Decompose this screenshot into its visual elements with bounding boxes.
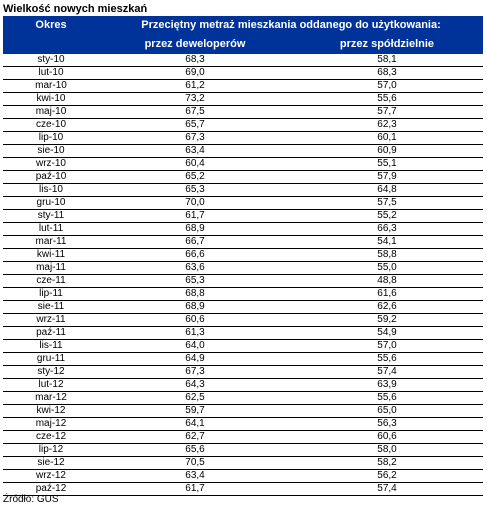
cell-cooperatives: 57,4 (291, 483, 483, 496)
table-row (3, 54, 483, 67)
cell-period: lis-10 (3, 184, 99, 197)
cell-period: gru-11 (3, 353, 99, 366)
cell-developers: 64,1 (99, 418, 291, 431)
cell-period: wrz-12 (3, 470, 99, 483)
cell-cooperatives: 56,2 (291, 470, 483, 483)
table-row (3, 444, 483, 457)
cell-cooperatives: 65,0 (291, 405, 483, 418)
cell-developers: 59,7 (99, 405, 291, 418)
cell-developers: 64,9 (99, 353, 291, 366)
cell-period: gru-10 (3, 197, 99, 210)
table-row (3, 340, 483, 353)
cell-period: lut-11 (3, 223, 99, 236)
cell-period: paź-12 (3, 483, 99, 496)
cell-cooperatives: 57,0 (291, 80, 483, 93)
cell-period: cze-11 (3, 275, 99, 288)
cell-developers: 63,4 (99, 470, 291, 483)
cell-period: kwi-10 (3, 93, 99, 106)
table-row (3, 405, 483, 418)
cell-developers: 60,6 (99, 314, 291, 327)
cell-period: cze-10 (3, 119, 99, 132)
cell-cooperatives: 68,3 (291, 67, 483, 80)
cell-cooperatives: 63,9 (291, 379, 483, 392)
cell-developers: 62,5 (99, 392, 291, 405)
table-row (3, 392, 483, 405)
cell-period: mar-12 (3, 392, 99, 405)
table-row (3, 67, 483, 80)
cell-cooperatives: 60,9 (291, 145, 483, 158)
cell-period: lut-12 (3, 379, 99, 392)
table-row (3, 301, 483, 314)
cell-period: lut-10 (3, 67, 99, 80)
table-row (3, 418, 483, 431)
column-header-developers: przez deweloperów (99, 35, 291, 54)
cell-cooperatives: 58,8 (291, 249, 483, 262)
cell-cooperatives: 60,1 (291, 132, 483, 145)
cell-cooperatives: 48,8 (291, 275, 483, 288)
table-row (3, 119, 483, 132)
cell-period: kwi-12 (3, 405, 99, 418)
cell-cooperatives: 57,5 (291, 197, 483, 210)
cell-developers: 68,9 (99, 301, 291, 314)
cell-developers: 63,6 (99, 262, 291, 275)
cell-period: lip-12 (3, 444, 99, 457)
table-row (3, 80, 483, 93)
cell-period: wrz-11 (3, 314, 99, 327)
cell-cooperatives: 54,1 (291, 236, 483, 249)
cell-developers: 67,5 (99, 106, 291, 119)
cell-cooperatives: 64,8 (291, 184, 483, 197)
cell-developers: 60,4 (99, 158, 291, 171)
cell-period: sty-12 (3, 366, 99, 379)
table-row (3, 249, 483, 262)
cell-developers: 65,2 (99, 171, 291, 184)
cell-cooperatives: 55,1 (291, 158, 483, 171)
cell-developers: 70,5 (99, 457, 291, 470)
cell-cooperatives: 55,6 (291, 353, 483, 366)
cell-developers: 65,3 (99, 184, 291, 197)
cell-period: maj-12 (3, 418, 99, 431)
cell-period: lis-11 (3, 340, 99, 353)
cell-cooperatives: 62,3 (291, 119, 483, 132)
cell-period: maj-10 (3, 106, 99, 119)
table-row (3, 327, 483, 340)
column-header-period: Okres (3, 16, 99, 54)
cell-developers: 68,3 (99, 54, 291, 67)
table-row (3, 210, 483, 223)
cell-period: sty-10 (3, 54, 99, 67)
table-row (3, 314, 483, 327)
table-row (3, 457, 483, 470)
cell-developers: 64,0 (99, 340, 291, 353)
cell-period: cze-12 (3, 431, 99, 444)
table-row (3, 106, 483, 119)
table-header (3, 16, 483, 54)
cell-cooperatives: 57,0 (291, 340, 483, 353)
cell-cooperatives: 55,2 (291, 210, 483, 223)
cell-developers: 68,9 (99, 223, 291, 236)
cell-cooperatives: 57,4 (291, 366, 483, 379)
cell-period: lip-10 (3, 132, 99, 145)
table-row (3, 158, 483, 171)
source-note: Źródło: GUS (3, 494, 59, 505)
cell-cooperatives: 55,6 (291, 392, 483, 405)
cell-period: wrz-10 (3, 158, 99, 171)
cell-cooperatives: 66,3 (291, 223, 483, 236)
table-row (3, 431, 483, 444)
cell-cooperatives: 57,7 (291, 106, 483, 119)
table-row (3, 483, 483, 496)
table-row (3, 262, 483, 275)
cell-period: paź-10 (3, 171, 99, 184)
cell-developers: 61,2 (99, 80, 291, 93)
table-row (3, 145, 483, 158)
cell-period: paź-11 (3, 327, 99, 340)
cell-cooperatives: 60,6 (291, 431, 483, 444)
cell-developers: 70,0 (99, 197, 291, 210)
cell-cooperatives: 55,6 (291, 93, 483, 106)
cell-developers: 65,3 (99, 275, 291, 288)
cell-developers: 69,0 (99, 67, 291, 80)
cell-period: sty-11 (3, 210, 99, 223)
cell-developers: 66,7 (99, 236, 291, 249)
table-row (3, 184, 483, 197)
apartment-size-table (3, 16, 483, 496)
cell-period: sie-11 (3, 301, 99, 314)
column-group-header: Przeciętny metraż mieszkania oddanego do użytkowania: (99, 16, 483, 35)
cell-period: sie-10 (3, 145, 99, 158)
cell-developers: 61,3 (99, 327, 291, 340)
table-row (3, 353, 483, 366)
table-row (3, 197, 483, 210)
table-row (3, 470, 483, 483)
column-header-cooperatives: przez spółdzielnie (291, 35, 483, 54)
cell-period: mar-11 (3, 236, 99, 249)
table-row (3, 171, 483, 184)
cell-developers: 73,2 (99, 93, 291, 106)
table-row (3, 132, 483, 145)
cell-period: sie-12 (3, 457, 99, 470)
cell-period: maj-11 (3, 262, 99, 275)
cell-developers: 61,7 (99, 483, 291, 496)
page-title: Wielkość nowych mieszkań (3, 3, 148, 15)
cell-cooperatives: 57,9 (291, 171, 483, 184)
cell-developers: 68,8 (99, 288, 291, 301)
table-row (3, 223, 483, 236)
cell-developers: 61,7 (99, 210, 291, 223)
cell-cooperatives: 59,2 (291, 314, 483, 327)
cell-cooperatives: 58,0 (291, 444, 483, 457)
cell-period: lip-11 (3, 288, 99, 301)
table-row (3, 93, 483, 106)
cell-period: mar-10 (3, 80, 99, 93)
cell-developers: 67,3 (99, 366, 291, 379)
cell-period: kwi-11 (3, 249, 99, 262)
cell-cooperatives: 56,3 (291, 418, 483, 431)
cell-cooperatives: 54,9 (291, 327, 483, 340)
table-row (3, 288, 483, 301)
cell-developers: 63,4 (99, 145, 291, 158)
table-row (3, 275, 483, 288)
cell-developers: 67,3 (99, 132, 291, 145)
table-body (3, 54, 483, 496)
cell-cooperatives: 61,6 (291, 288, 483, 301)
cell-developers: 62,7 (99, 431, 291, 444)
cell-cooperatives: 58,2 (291, 457, 483, 470)
cell-cooperatives: 55,0 (291, 262, 483, 275)
table-row (3, 366, 483, 379)
cell-developers: 66,6 (99, 249, 291, 262)
cell-cooperatives: 58,1 (291, 54, 483, 67)
cell-developers: 65,7 (99, 119, 291, 132)
table-row (3, 236, 483, 249)
cell-developers: 64,3 (99, 379, 291, 392)
cell-cooperatives: 62,6 (291, 301, 483, 314)
cell-developers: 65,6 (99, 444, 291, 457)
table-row (3, 379, 483, 392)
